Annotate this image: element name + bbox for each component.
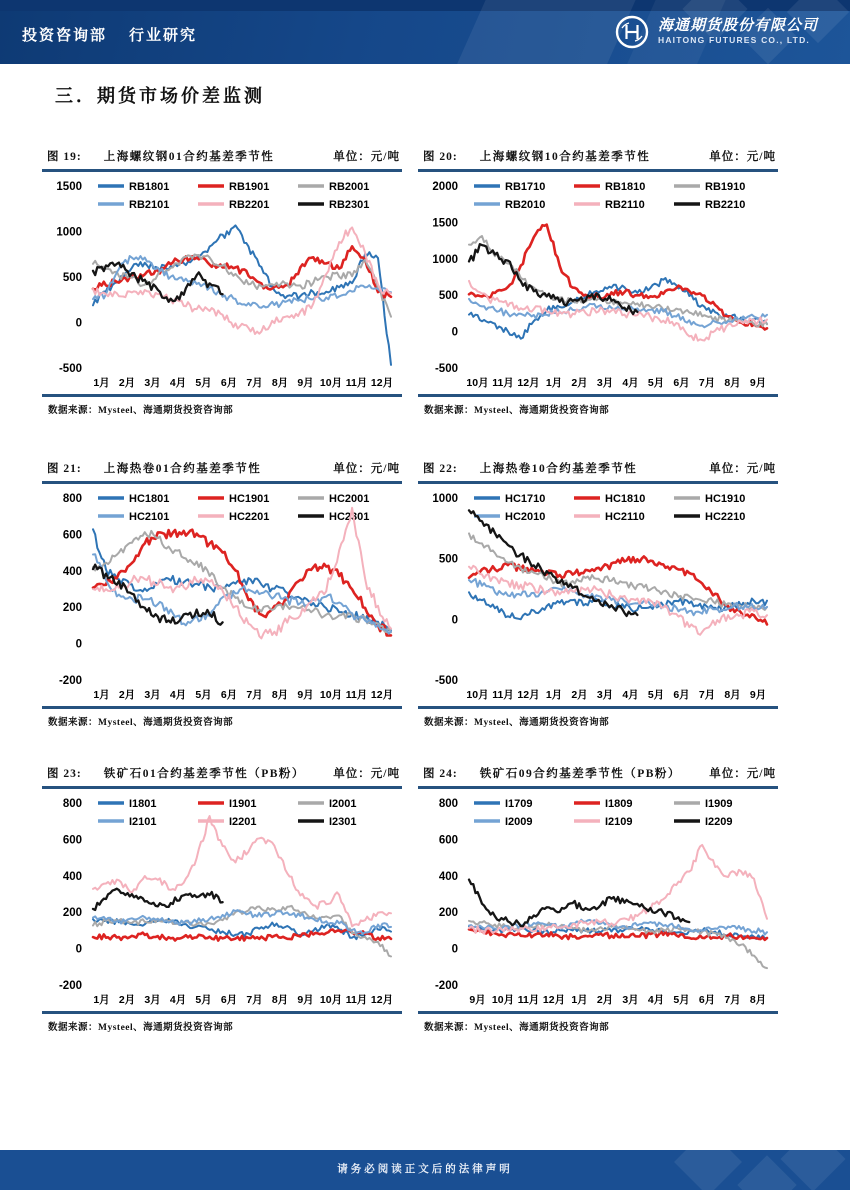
svg-text:6月: 6月 xyxy=(673,689,690,701)
page-footer xyxy=(0,1150,850,1190)
svg-text:RB1801: RB1801 xyxy=(129,181,170,193)
svg-text:9月: 9月 xyxy=(297,689,314,701)
svg-text:0: 0 xyxy=(75,943,82,956)
svg-text:4月: 4月 xyxy=(169,377,187,389)
svg-text:7月: 7月 xyxy=(246,689,263,701)
figure-title: 铁矿石09合约基差季节性（PB粉） xyxy=(479,768,681,780)
figure-19 xyxy=(42,148,402,416)
svg-text:10月: 10月 xyxy=(319,994,343,1006)
svg-text:3月: 3月 xyxy=(144,994,161,1006)
svg-text:1月: 1月 xyxy=(93,994,110,1006)
svg-text:8月: 8月 xyxy=(724,377,741,389)
svg-text:3月: 3月 xyxy=(622,994,639,1006)
header-report-type xyxy=(22,24,219,45)
svg-text:800: 800 xyxy=(438,798,458,810)
svg-text:1500: 1500 xyxy=(432,217,458,230)
page-header xyxy=(0,0,850,64)
svg-text:HC1801: HC1801 xyxy=(129,493,170,505)
figure-unit: 单位：元/吨 xyxy=(333,768,400,780)
company-name-block xyxy=(658,18,818,46)
svg-text:400: 400 xyxy=(62,565,82,578)
svg-text:-500: -500 xyxy=(58,363,82,375)
figure-20 xyxy=(418,148,778,416)
chart-canvas-22 xyxy=(418,484,778,704)
svg-text:12月: 12月 xyxy=(517,689,540,701)
figure-21-header xyxy=(42,460,402,479)
svg-text:I2209: I2209 xyxy=(705,816,733,828)
svg-text:RB1810: RB1810 xyxy=(605,181,646,193)
figure-label: 图 19: xyxy=(47,151,82,163)
figure-label: 图 22: xyxy=(423,463,458,475)
svg-text:8月: 8月 xyxy=(271,994,289,1006)
svg-text:2月: 2月 xyxy=(118,689,136,701)
company-logo xyxy=(614,14,818,50)
svg-text:5月: 5月 xyxy=(195,689,212,701)
figure-title: 上海热卷10合约基差季节性 xyxy=(479,463,638,475)
haitong-logo-icon xyxy=(614,14,650,50)
svg-text:1月: 1月 xyxy=(93,377,110,389)
svg-text:0: 0 xyxy=(75,317,82,330)
figure-unit: 单位：元/吨 xyxy=(709,463,776,475)
svg-text:500: 500 xyxy=(438,290,458,303)
svg-text:4月: 4月 xyxy=(622,377,639,389)
svg-text:HC2010: HC2010 xyxy=(505,511,546,523)
svg-text:RB1901: RB1901 xyxy=(229,181,270,193)
svg-text:6月: 6月 xyxy=(698,994,716,1006)
figure-unit: 单位：元/吨 xyxy=(709,768,776,780)
svg-text:-200: -200 xyxy=(58,675,82,687)
svg-text:2月: 2月 xyxy=(596,994,614,1006)
svg-text:600: 600 xyxy=(62,529,82,542)
chart-canvas-23 xyxy=(42,789,402,1009)
svg-text:I1901: I1901 xyxy=(229,798,257,810)
svg-text:1500: 1500 xyxy=(56,181,82,193)
svg-text:HC2110: HC2110 xyxy=(605,511,645,523)
svg-text:12月: 12月 xyxy=(542,994,566,1006)
figure-label: 图 24: xyxy=(423,768,458,780)
figure-22 xyxy=(418,460,778,728)
figure-20-header xyxy=(418,148,778,167)
svg-text:HC1710: HC1710 xyxy=(505,493,546,505)
svg-text:11月: 11月 xyxy=(345,689,368,701)
svg-text:12月: 12月 xyxy=(517,377,540,389)
figure-label: 图 20: xyxy=(423,151,458,163)
svg-text:RB2110: RB2110 xyxy=(605,199,645,211)
svg-text:200: 200 xyxy=(62,907,82,920)
figure-title: 上海热卷01合约基差季节性 xyxy=(103,463,262,475)
svg-text:2000: 2000 xyxy=(432,181,458,193)
svg-text:-500: -500 xyxy=(434,363,458,375)
svg-text:3月: 3月 xyxy=(596,689,614,701)
svg-text:3月: 3月 xyxy=(144,377,161,389)
company-name-cn: 海通期货股份有限公司 xyxy=(657,18,818,34)
svg-text:HC1901: HC1901 xyxy=(229,493,270,505)
svg-text:200: 200 xyxy=(62,602,82,615)
chart-canvas-21 xyxy=(42,484,402,704)
figure-23-header xyxy=(42,765,402,784)
svg-text:I1801: I1801 xyxy=(129,798,157,810)
figure-unit: 单位：元/吨 xyxy=(709,151,776,163)
svg-text:5月: 5月 xyxy=(647,377,665,389)
svg-text:6月: 6月 xyxy=(220,377,238,389)
data-source: 数据来源：Mysteel、海通期货投资咨询部 xyxy=(48,718,234,728)
svg-text:I1909: I1909 xyxy=(705,798,733,810)
figure-24 xyxy=(418,765,778,1033)
svg-text:HC1810: HC1810 xyxy=(605,493,646,505)
data-source: 数据来源：Mysteel、海通期货投资咨询部 xyxy=(424,718,610,728)
svg-text:800: 800 xyxy=(62,798,82,810)
svg-text:0: 0 xyxy=(451,943,458,956)
svg-text:11月: 11月 xyxy=(492,377,514,389)
svg-text:10月: 10月 xyxy=(491,994,515,1006)
chart-canvas-24 xyxy=(418,789,778,1009)
svg-text:9月: 9月 xyxy=(297,994,314,1006)
svg-text:I2009: I2009 xyxy=(505,816,533,828)
svg-text:5月: 5月 xyxy=(195,377,212,389)
figure-unit: 单位：元/吨 xyxy=(333,151,400,163)
svg-text:3月: 3月 xyxy=(144,689,161,701)
svg-text:200: 200 xyxy=(438,907,458,920)
svg-text:9月: 9月 xyxy=(749,689,767,701)
svg-text:0: 0 xyxy=(451,326,458,339)
figure-label: 图 23: xyxy=(47,768,82,780)
svg-text:4月: 4月 xyxy=(647,994,665,1006)
svg-text:1000: 1000 xyxy=(432,253,458,266)
figure-22-header xyxy=(418,460,778,479)
svg-text:11月: 11月 xyxy=(345,377,368,389)
svg-text:10月: 10月 xyxy=(319,377,343,389)
section-title: 三．期货市场价差监测 xyxy=(55,86,265,106)
svg-text:2月: 2月 xyxy=(118,994,136,1006)
svg-text:4月: 4月 xyxy=(169,689,187,701)
chart-canvas-20 xyxy=(418,172,778,392)
svg-text:7月: 7月 xyxy=(246,377,263,389)
svg-text:HC2001: HC2001 xyxy=(329,493,370,505)
svg-text:0: 0 xyxy=(451,614,458,627)
chart-canvas-19 xyxy=(42,172,402,392)
figure-title: 铁矿石01合约基差季节性（PB粉） xyxy=(103,768,305,780)
header-department: 投资咨询部 xyxy=(22,27,108,44)
svg-text:I1709: I1709 xyxy=(505,798,533,810)
svg-text:800: 800 xyxy=(62,493,82,505)
svg-text:7月: 7月 xyxy=(724,994,741,1006)
svg-text:7月: 7月 xyxy=(698,377,716,389)
svg-text:11月: 11月 xyxy=(345,994,368,1006)
svg-text:10月: 10月 xyxy=(466,377,489,389)
svg-text:1月: 1月 xyxy=(93,689,110,701)
svg-text:I2201: I2201 xyxy=(229,816,257,828)
svg-text:600: 600 xyxy=(438,834,458,847)
svg-text:12月: 12月 xyxy=(370,689,394,701)
figure-21 xyxy=(42,460,402,728)
svg-text:I1809: I1809 xyxy=(605,798,633,810)
company-name-en: HAITONG FUTURES CO., LTD. xyxy=(657,35,810,45)
svg-text:9月: 9月 xyxy=(297,377,314,389)
svg-text:1月: 1月 xyxy=(545,377,563,389)
svg-text:400: 400 xyxy=(62,870,82,883)
svg-text:RB1910: RB1910 xyxy=(705,181,746,193)
svg-text:5月: 5月 xyxy=(673,994,690,1006)
svg-text:6月: 6月 xyxy=(220,994,238,1006)
svg-text:RB2201: RB2201 xyxy=(229,199,270,211)
figure-title: 上海螺纹钢10合约基差季节性 xyxy=(479,151,651,163)
svg-text:-500: -500 xyxy=(434,675,458,687)
svg-text:600: 600 xyxy=(62,834,82,847)
figure-title: 上海螺纹钢01合约基差季节性 xyxy=(103,151,275,163)
svg-text:2月: 2月 xyxy=(571,377,588,389)
figure-24-header xyxy=(418,765,778,784)
svg-text:4月: 4月 xyxy=(622,689,639,701)
svg-text:RB2210: RB2210 xyxy=(705,199,746,211)
svg-text:-200: -200 xyxy=(58,980,82,992)
svg-text:I2001: I2001 xyxy=(329,798,357,810)
data-source: 数据来源：Mysteel、海通期货投资咨询部 xyxy=(424,1023,610,1033)
svg-text:8月: 8月 xyxy=(749,994,767,1006)
svg-text:RB2001: RB2001 xyxy=(329,181,370,193)
svg-text:6月: 6月 xyxy=(673,377,690,389)
figure-label: 图 21: xyxy=(47,463,82,475)
svg-text:I2101: I2101 xyxy=(129,816,157,828)
svg-text:8月: 8月 xyxy=(724,689,741,701)
svg-text:5月: 5月 xyxy=(195,994,212,1006)
svg-text:500: 500 xyxy=(438,553,458,566)
svg-text:400: 400 xyxy=(438,870,458,883)
svg-text:RB2301: RB2301 xyxy=(329,199,370,211)
svg-text:3月: 3月 xyxy=(596,377,614,389)
svg-text:HC1910: HC1910 xyxy=(705,493,746,505)
svg-text:7月: 7月 xyxy=(698,689,716,701)
svg-text:1000: 1000 xyxy=(432,493,458,505)
svg-text:12月: 12月 xyxy=(370,377,394,389)
svg-text:1月: 1月 xyxy=(545,689,563,701)
svg-text:HC2210: HC2210 xyxy=(705,511,746,523)
svg-text:8月: 8月 xyxy=(271,377,289,389)
svg-text:500: 500 xyxy=(62,272,82,284)
svg-text:7月: 7月 xyxy=(246,994,263,1006)
svg-text:RB2010: RB2010 xyxy=(505,199,546,211)
svg-text:HC2101: HC2101 xyxy=(129,511,170,523)
svg-text:1月: 1月 xyxy=(571,994,588,1006)
svg-text:8月: 8月 xyxy=(271,689,289,701)
data-source: 数据来源：Mysteel、海通期货投资咨询部 xyxy=(424,406,610,416)
svg-text:-200: -200 xyxy=(434,980,458,992)
svg-text:HC2201: HC2201 xyxy=(229,511,270,523)
data-source: 数据来源：Mysteel、海通期货投资咨询部 xyxy=(48,406,234,416)
svg-text:6月: 6月 xyxy=(220,689,238,701)
svg-text:I2109: I2109 xyxy=(605,816,633,828)
svg-text:10月: 10月 xyxy=(319,689,343,701)
svg-text:10月: 10月 xyxy=(466,689,489,701)
svg-text:2月: 2月 xyxy=(118,377,136,389)
svg-text:9月: 9月 xyxy=(749,377,767,389)
svg-text:I2301: I2301 xyxy=(329,816,357,828)
svg-text:9月: 9月 xyxy=(469,994,486,1006)
svg-text:2月: 2月 xyxy=(571,689,588,701)
figure-23 xyxy=(42,765,402,1033)
svg-text:0: 0 xyxy=(75,638,82,651)
svg-text:RB2101: RB2101 xyxy=(129,199,170,211)
svg-text:11月: 11月 xyxy=(492,689,514,701)
svg-text:1000: 1000 xyxy=(56,226,82,239)
legal-disclaimer: 请务必阅读正文后的法律声明 xyxy=(337,1164,513,1175)
figure-19-header xyxy=(42,148,402,167)
svg-text:11月: 11月 xyxy=(517,994,540,1006)
svg-text:5月: 5月 xyxy=(647,689,665,701)
svg-text:HC2301: HC2301 xyxy=(329,511,370,523)
svg-text:RB1710: RB1710 xyxy=(505,181,546,193)
header-section: 行业研究 xyxy=(129,27,198,44)
data-source: 数据来源：Mysteel、海通期货投资咨询部 xyxy=(48,1023,234,1033)
figure-unit: 单位：元/吨 xyxy=(333,463,400,475)
svg-text:12月: 12月 xyxy=(370,994,394,1006)
svg-text:4月: 4月 xyxy=(169,994,187,1006)
